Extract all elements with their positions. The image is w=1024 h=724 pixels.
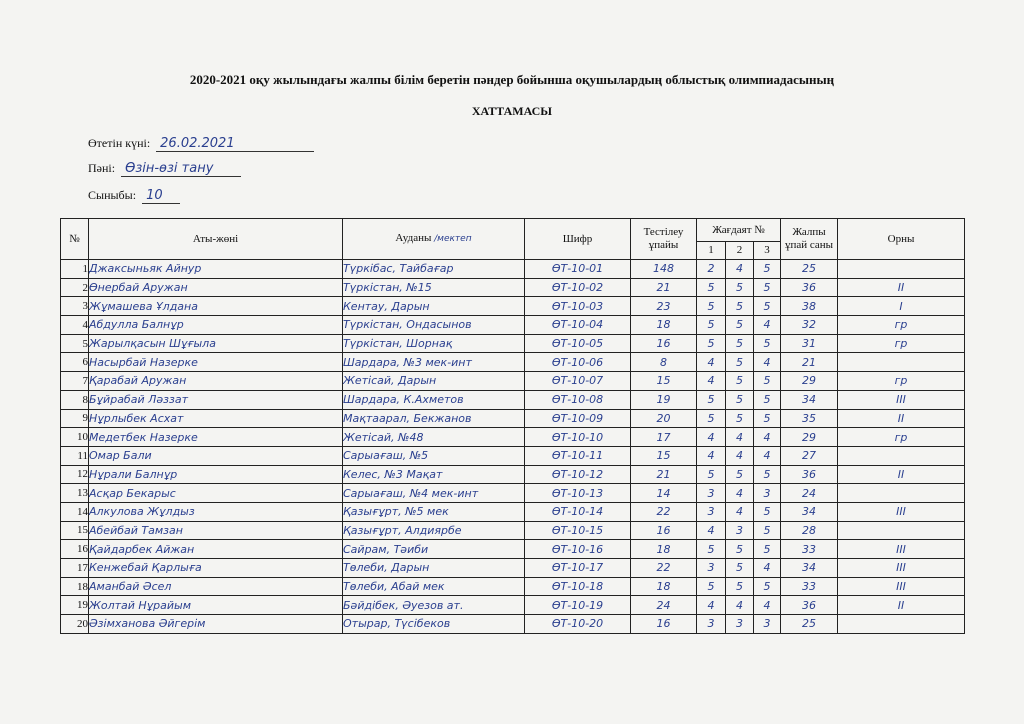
table-row	[61, 615, 965, 634]
place: І	[838, 297, 965, 316]
test-score: 18	[631, 540, 697, 559]
situation-2-score: 4	[726, 260, 754, 279]
student-name: Асқар Бекарыс	[89, 484, 343, 503]
table-row	[61, 559, 965, 578]
date-value: 26.02.2021	[156, 136, 314, 152]
table-row	[61, 260, 965, 279]
cipher-code: ӨТ-10-06	[525, 353, 631, 372]
row-number: 7	[61, 372, 89, 391]
header-name: Аты-жөні	[89, 219, 343, 260]
situation-2-score: 5	[726, 465, 754, 484]
table-row	[61, 278, 965, 297]
district-school: Кентау, Дарын	[343, 297, 525, 316]
district-school: Сарыағаш, №4 мек-инт	[343, 484, 525, 503]
total-score: 33	[781, 577, 838, 596]
situation-1-score: 3	[697, 559, 726, 578]
situation-2-score: 5	[726, 409, 754, 428]
row-number: 15	[61, 521, 89, 540]
situation-3-score: 5	[754, 297, 781, 316]
test-score: 20	[631, 409, 697, 428]
row-number: 9	[61, 409, 89, 428]
situation-3-score: 5	[754, 521, 781, 540]
table-row	[61, 446, 965, 465]
row-number: 17	[61, 559, 89, 578]
place	[838, 615, 965, 634]
situation-1-score: 4	[697, 446, 726, 465]
situation-1-score: 5	[697, 577, 726, 596]
place: гр	[838, 372, 965, 391]
test-score: 24	[631, 596, 697, 615]
place: гр	[838, 316, 965, 335]
situation-3-score: 4	[754, 559, 781, 578]
table-row	[61, 465, 965, 484]
student-name: Әзімханова Әйгерім	[89, 615, 343, 634]
situation-3-score: 5	[754, 409, 781, 428]
row-number: 18	[61, 577, 89, 596]
total-score: 36	[781, 278, 838, 297]
situation-3-score: 3	[754, 484, 781, 503]
total-score: 34	[781, 502, 838, 521]
situation-2-score: 4	[726, 446, 754, 465]
row-number: 14	[61, 502, 89, 521]
district-school: Сайрам, Тәиби	[343, 540, 525, 559]
total-score: 36	[781, 465, 838, 484]
place: ІІІ	[838, 390, 965, 409]
place: ІІ	[838, 278, 965, 297]
table-row	[61, 521, 965, 540]
student-name: Нұрали Балнұр	[89, 465, 343, 484]
place: гр	[838, 428, 965, 447]
subject-line	[88, 161, 241, 177]
situation-2-score: 5	[726, 353, 754, 372]
student-name: Абдулла Балнұр	[89, 316, 343, 335]
situation-2-score: 5	[726, 297, 754, 316]
situation-1-score: 5	[697, 409, 726, 428]
table-row	[61, 540, 965, 559]
situation-3-score: 4	[754, 316, 781, 335]
test-score: 18	[631, 577, 697, 596]
student-name: Жұмашева Ұлдана	[89, 297, 343, 316]
place	[838, 353, 965, 372]
situation-1-score: 4	[697, 428, 726, 447]
total-score: 33	[781, 540, 838, 559]
situation-1-score: 5	[697, 390, 726, 409]
place: ІІ	[838, 409, 965, 428]
situation-2-score: 3	[726, 521, 754, 540]
test-score: 21	[631, 278, 697, 297]
test-score: 16	[631, 615, 697, 634]
row-number: 2	[61, 278, 89, 297]
row-number: 10	[61, 428, 89, 447]
district-school: Келес, №3 Мақат	[343, 465, 525, 484]
total-score: 24	[781, 484, 838, 503]
situation-1-score: 3	[697, 615, 726, 634]
cipher-code: ӨТ-10-20	[525, 615, 631, 634]
situation-2-score: 4	[726, 596, 754, 615]
cipher-code: ӨТ-10-01	[525, 260, 631, 279]
place: ІІ	[838, 465, 965, 484]
student-name: Нұрлыбек Асхат	[89, 409, 343, 428]
header-sit-2: 2	[726, 242, 754, 260]
situation-2-score: 5	[726, 372, 754, 391]
row-number: 19	[61, 596, 89, 615]
situation-2-score: 5	[726, 540, 754, 559]
total-score: 21	[781, 353, 838, 372]
row-number: 8	[61, 390, 89, 409]
test-score: 23	[631, 297, 697, 316]
situation-3-score: 5	[754, 334, 781, 353]
table-row	[61, 297, 965, 316]
table-row	[61, 428, 965, 447]
situation-1-score: 4	[697, 521, 726, 540]
header-num: №	[61, 219, 89, 260]
cipher-code: ӨТ-10-05	[525, 334, 631, 353]
cipher-code: ӨТ-10-10	[525, 428, 631, 447]
table-row	[61, 409, 965, 428]
cipher-code: ӨТ-10-02	[525, 278, 631, 297]
total-score: 38	[781, 297, 838, 316]
situation-2-score: 5	[726, 334, 754, 353]
situation-3-score: 5	[754, 502, 781, 521]
situation-3-score: 4	[754, 596, 781, 615]
situation-1-score: 5	[697, 540, 726, 559]
test-score: 18	[631, 316, 697, 335]
situation-2-score: 5	[726, 577, 754, 596]
cipher-code: ӨТ-10-19	[525, 596, 631, 615]
row-number: 6	[61, 353, 89, 372]
student-name: Жолтай Нұрайым	[89, 596, 343, 615]
date-label: Өтетін күні:	[88, 136, 151, 150]
total-score: 27	[781, 446, 838, 465]
situation-2-score: 5	[726, 390, 754, 409]
district-school: Түркістан, №15	[343, 278, 525, 297]
table-row	[61, 390, 965, 409]
situation-2-score: 5	[726, 316, 754, 335]
total-score: 25	[781, 260, 838, 279]
situation-2-score: 5	[726, 278, 754, 297]
district-school: Түркістан, Шорнақ	[343, 334, 525, 353]
header-code: Шифр	[525, 219, 631, 260]
row-number: 11	[61, 446, 89, 465]
district-school: Түркібас, Тайбағар	[343, 260, 525, 279]
place	[838, 521, 965, 540]
row-number: 16	[61, 540, 89, 559]
situation-3-score: 3	[754, 615, 781, 634]
total-score: 28	[781, 521, 838, 540]
row-number: 12	[61, 465, 89, 484]
table-row	[61, 577, 965, 596]
table-row	[61, 596, 965, 615]
cipher-code: ӨТ-10-15	[525, 521, 631, 540]
district-school: Қазығұрт, №5 мек	[343, 502, 525, 521]
row-number: 3	[61, 297, 89, 316]
situation-1-score: 3	[697, 502, 726, 521]
place: ІІІ	[838, 559, 965, 578]
situation-1-score: 2	[697, 260, 726, 279]
situation-3-score: 5	[754, 278, 781, 297]
cipher-code: ӨТ-10-11	[525, 446, 631, 465]
cipher-code: ӨТ-10-07	[525, 372, 631, 391]
situation-3-score: 5	[754, 372, 781, 391]
situation-2-score: 4	[726, 428, 754, 447]
cipher-code: ӨТ-10-14	[525, 502, 631, 521]
situation-1-score: 5	[697, 316, 726, 335]
table-row	[61, 372, 965, 391]
total-score: 34	[781, 559, 838, 578]
place	[838, 484, 965, 503]
student-name: Жарылқасын Шұғыла	[89, 334, 343, 353]
district-school: Түркістан, Ондасынов	[343, 316, 525, 335]
table-row	[61, 316, 965, 335]
situation-1-score: 4	[697, 596, 726, 615]
test-score: 14	[631, 484, 697, 503]
table-row	[61, 334, 965, 353]
cipher-code: ӨТ-10-17	[525, 559, 631, 578]
header-sit-3: 3	[754, 242, 781, 260]
student-name: Бұйрабай Ләззат	[89, 390, 343, 409]
district-school: Жетісай, №48	[343, 428, 525, 447]
table-row	[61, 484, 965, 503]
situation-3-score: 4	[754, 428, 781, 447]
header-district	[343, 219, 525, 260]
student-name: Қайдарбек Айжан	[89, 540, 343, 559]
situation-1-score: 5	[697, 334, 726, 353]
cipher-code: ӨТ-10-16	[525, 540, 631, 559]
place: ІІІ	[838, 577, 965, 596]
test-score: 22	[631, 502, 697, 521]
test-score: 8	[631, 353, 697, 372]
district-school: Шардара, №3 мек-инт	[343, 353, 525, 372]
total-score: 31	[781, 334, 838, 353]
test-score: 22	[631, 559, 697, 578]
test-score: 16	[631, 521, 697, 540]
student-name: Насырбай Назерке	[89, 353, 343, 372]
test-score: 148	[631, 260, 697, 279]
student-name: Медетбек Назерке	[89, 428, 343, 447]
situation-1-score: 5	[697, 278, 726, 297]
situation-3-score: 4	[754, 446, 781, 465]
total-score: 35	[781, 409, 838, 428]
grade-line	[88, 188, 180, 204]
student-name: Абейбай Тамзан	[89, 521, 343, 540]
row-number: 5	[61, 334, 89, 353]
student-name: Қарабай Аружан	[89, 372, 343, 391]
cipher-code: ӨТ-10-03	[525, 297, 631, 316]
situation-1-score: 5	[697, 465, 726, 484]
header-situation: Жағдаят №	[697, 219, 781, 242]
district-school: Төлеби, Дарын	[343, 559, 525, 578]
district-school: Мақтаарал, Бекжанов	[343, 409, 525, 428]
place	[838, 260, 965, 279]
row-number: 1	[61, 260, 89, 279]
situation-3-score: 5	[754, 260, 781, 279]
situation-2-score: 4	[726, 502, 754, 521]
situation-3-score: 5	[754, 465, 781, 484]
student-name: Аманбай Әсел	[89, 577, 343, 596]
situation-1-score: 4	[697, 372, 726, 391]
header-test: Тестілеу ұпайы	[631, 219, 697, 260]
place: гр	[838, 334, 965, 353]
results-table	[60, 218, 965, 634]
student-name: Кенжебай Қарлыға	[89, 559, 343, 578]
header-district-label: Ауданы	[395, 232, 432, 244]
total-score: 36	[781, 596, 838, 615]
place	[838, 446, 965, 465]
test-score: 17	[631, 428, 697, 447]
student-name: Өнербай Аружан	[89, 278, 343, 297]
district-school: Қазығұрт, Алдиярбе	[343, 521, 525, 540]
document-title: 2020-2021 оқу жылындағы жалпы білім беретін пәндер бойынша оқушылардың облыстық олимпиадасының	[189, 72, 835, 87]
cipher-code: ӨТ-10-18	[525, 577, 631, 596]
date-line	[88, 136, 314, 152]
district-school: Төлеби, Абай мек	[343, 577, 525, 596]
situation-3-score: 5	[754, 577, 781, 596]
place: ІІІ	[838, 502, 965, 521]
situation-2-score: 5	[726, 559, 754, 578]
situation-3-score: 4	[754, 353, 781, 372]
situation-1-score: 4	[697, 353, 726, 372]
grade-value: 10	[142, 188, 180, 204]
test-score: 16	[631, 334, 697, 353]
district-school: Шардара, К.Ахметов	[343, 390, 525, 409]
test-score: 19	[631, 390, 697, 409]
total-score: 25	[781, 615, 838, 634]
place: ІІ	[838, 596, 965, 615]
cipher-code: ӨТ-10-08	[525, 390, 631, 409]
table-row	[61, 502, 965, 521]
district-school: Жетісай, Дарын	[343, 372, 525, 391]
total-score: 34	[781, 390, 838, 409]
test-score: 21	[631, 465, 697, 484]
total-score: 32	[781, 316, 838, 335]
situation-1-score: 5	[697, 297, 726, 316]
row-number: 4	[61, 316, 89, 335]
header-total: Жалпы ұпай саны	[781, 219, 838, 260]
student-name: Джаксыньяк Айнур	[89, 260, 343, 279]
situation-3-score: 5	[754, 540, 781, 559]
table-row	[61, 353, 965, 372]
situation-2-score: 3	[726, 615, 754, 634]
subject-label: Пәні:	[88, 161, 116, 175]
cipher-code: ӨТ-10-04	[525, 316, 631, 335]
place: ІІІ	[838, 540, 965, 559]
header-sit-1: 1	[697, 242, 726, 260]
cipher-code: ӨТ-10-12	[525, 465, 631, 484]
situation-1-score: 3	[697, 484, 726, 503]
situation-3-score: 5	[754, 390, 781, 409]
subject-value: Өзін-өзі тану	[121, 161, 241, 177]
district-school: Сарыағаш, №5	[343, 446, 525, 465]
header-district-note: /мектеп	[434, 234, 472, 244]
total-score: 29	[781, 428, 838, 447]
cipher-code: ӨТ-10-13	[525, 484, 631, 503]
document-subtitle: ХАТТАМАСЫ	[471, 104, 553, 118]
district-school: Отырар, Түсібеков	[343, 615, 525, 634]
row-number: 13	[61, 484, 89, 503]
header-place: Орны	[838, 219, 965, 260]
student-name: Омар Бали	[89, 446, 343, 465]
test-score: 15	[631, 446, 697, 465]
district-school: Бәйдібек, Әуезов ат.	[343, 596, 525, 615]
student-name: Алкулова Жұлдыз	[89, 502, 343, 521]
total-score: 29	[781, 372, 838, 391]
situation-2-score: 4	[726, 484, 754, 503]
cipher-code: ӨТ-10-09	[525, 409, 631, 428]
row-number: 20	[61, 615, 89, 634]
grade-label: Сыныбы:	[88, 188, 137, 202]
test-score: 15	[631, 372, 697, 391]
